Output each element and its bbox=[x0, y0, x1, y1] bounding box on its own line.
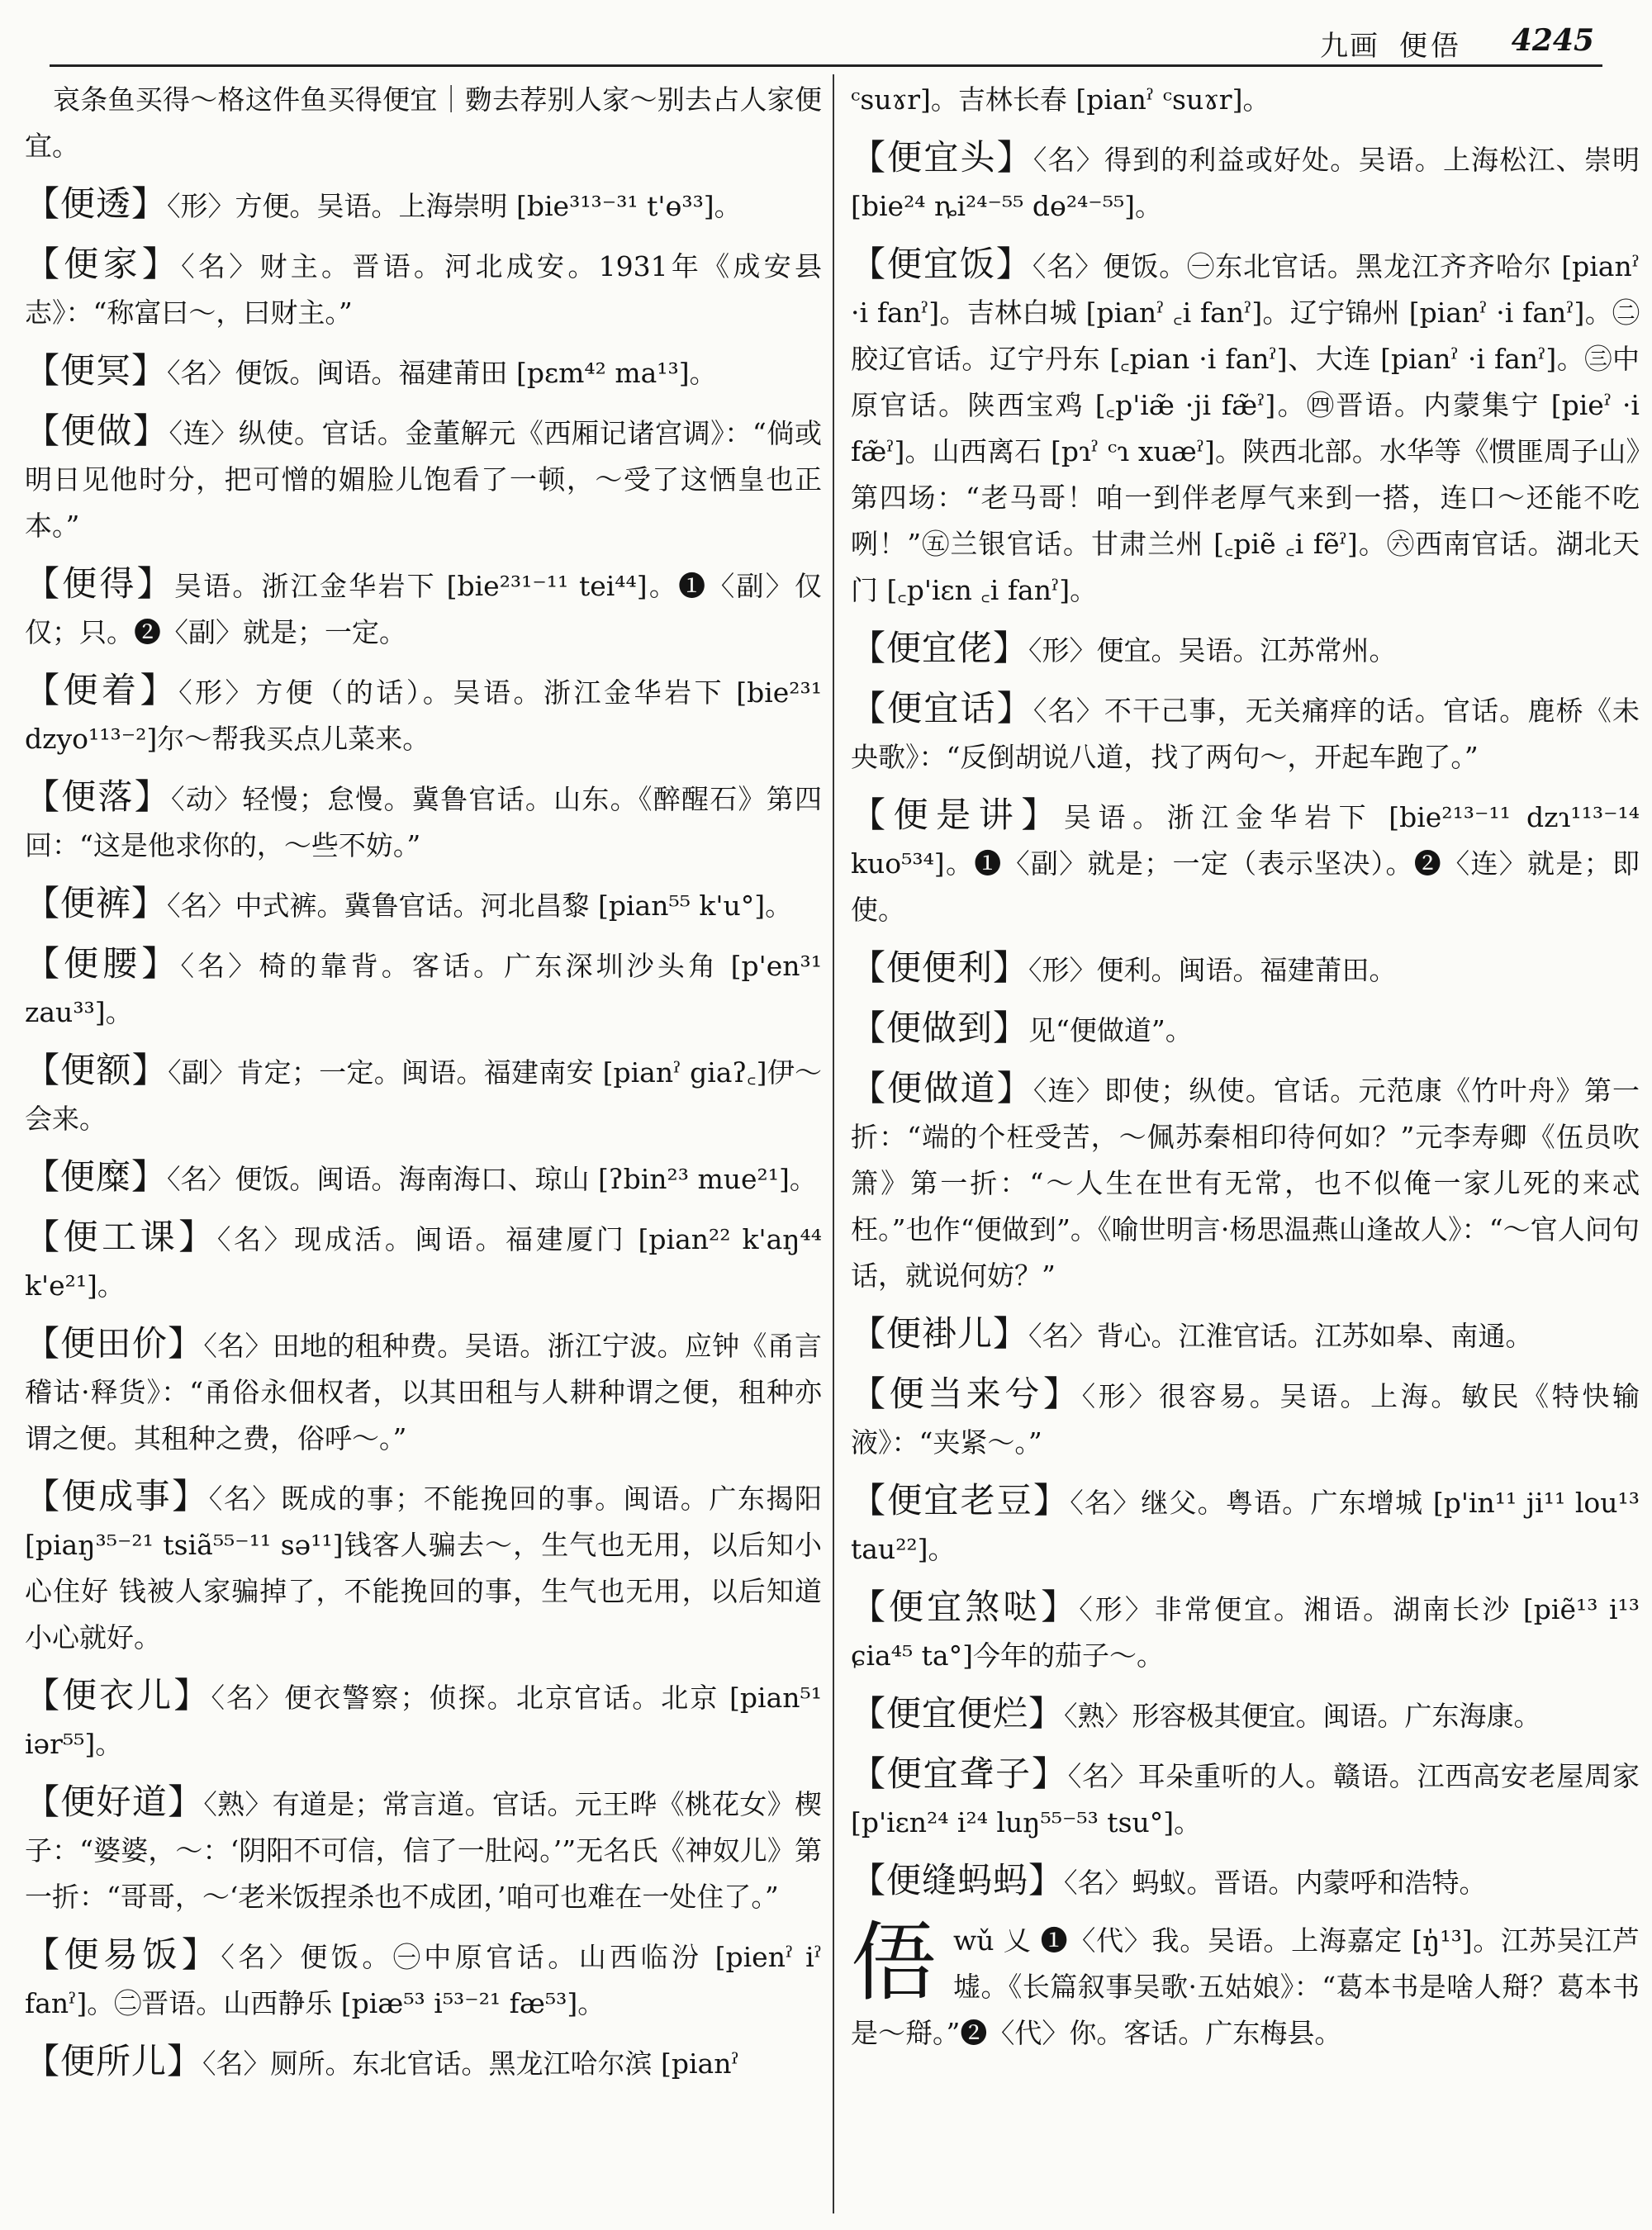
headword: 【便成事】 bbox=[25, 1476, 209, 1516]
definition: 〈形〉便利。闽语。福建莆田。 bbox=[1028, 954, 1397, 986]
definition: 〈名〉耳朵重听的人。赣语。江西高安老屋周家 [p'iɛn²⁴ i²⁴ luŋ⁵⁵⁻⁵³ tsu°]。 bbox=[851, 1760, 1640, 1839]
headword: 【便衣儿】 bbox=[25, 1675, 211, 1715]
headword: 【便宜佬】 bbox=[851, 628, 1029, 668]
definition: 〈名〉不干己事，无关痛痒的话。官话。鹿桥《未央歌》：“反倒胡说八道，找了两句～，开起车跑了。” bbox=[851, 695, 1640, 773]
definition: 〈名〉便衣警察；侦探。北京官话。北京 [pian⁵¹ iər⁵⁵]。 bbox=[25, 1682, 822, 1760]
headword: 【便宜话】 bbox=[851, 688, 1033, 728]
character-entry bbox=[851, 1912, 1640, 2057]
definition: 〈名〉背心。江淮官话。江苏如皋、南通。 bbox=[1028, 1320, 1533, 1352]
dictionary-entry bbox=[25, 1932, 822, 2027]
dictionary-entry bbox=[25, 1779, 822, 1920]
headword: 【便腰】 bbox=[25, 943, 181, 984]
headword: 【便褂儿】 bbox=[851, 1313, 1029, 1354]
headword: 【便宜便烂】 bbox=[851, 1693, 1065, 1734]
headword: 【便当来兮】 bbox=[851, 1374, 1082, 1414]
definition: 〈名〉便饭。闽语。海南海口、琼山 [ʔbin²³ mue²¹]。 bbox=[167, 1163, 817, 1195]
headword: 【便宜头】 bbox=[851, 137, 1033, 178]
headword: 【便做到】 bbox=[851, 1008, 1029, 1048]
dictionary-entry bbox=[851, 1751, 1640, 1846]
dictionary-entry bbox=[851, 1005, 1640, 1054]
headword: 【便做】 bbox=[25, 410, 169, 451]
dictionary-entry bbox=[851, 1311, 1640, 1359]
definition: 〈形〉便宜。吴语。江苏常州。 bbox=[1028, 634, 1397, 667]
definition: 〈形〉非常便宜。湘语。湖南长沙 [piẽ¹³ i¹³ ɕia⁴⁵ ta°]今年的茄子～。 bbox=[851, 1593, 1640, 1672]
dictionary-entry bbox=[25, 1154, 822, 1203]
dictionary-entry bbox=[851, 241, 1640, 614]
definition: 〈名〉现成活。闽语。福建厦门 [pian²² k'aŋ⁴⁴ k'e²¹]。 bbox=[25, 1223, 822, 1302]
definition: wǔ 乂 ❶〈代〉我。吴语。上海嘉定 [ŋ̍¹³]。江苏吴江芦墟。《长篇叙事吴歌·五姑娘》：“葛本书是啥人搿？葛本书是～搿。”❷〈代〉你。客话。广东梅县。 bbox=[851, 1924, 1640, 2049]
dictionary-entry bbox=[851, 945, 1640, 994]
headword: 【便缝蚂蚂】 bbox=[851, 1860, 1065, 1900]
dictionary-entry bbox=[25, 2038, 822, 2087]
dictionary-entry bbox=[25, 241, 822, 336]
dictionary-entry bbox=[25, 1473, 822, 1661]
character-headword: 俉 bbox=[851, 1912, 938, 2013]
dictionary-entry bbox=[25, 1047, 822, 1142]
column-divider bbox=[833, 74, 834, 2213]
definition: 〈名〉便饭。㊀中原官话。山西临汾 [pienˀ iˀ fanˀ]。㊁晋语。山西静乐 [piæ⁵³ i⁵³⁻²¹ fæ⁵³]。 bbox=[25, 1941, 822, 2019]
definition: 〈熟〉有道是；常言道。官话。元王晔《桃花女》楔子：“婆婆，～：‘阴阳不可信，信了一肚闷。’”无名氏《神奴儿》第一折：“哥哥，～‘老米饭捏杀也不成团，’咱可也难在一处住了。” bbox=[25, 1788, 822, 1913]
headword: 【便做道】 bbox=[851, 1068, 1033, 1108]
dictionary-entry bbox=[851, 74, 1640, 123]
definition: 吴语。浙江金华岩下 [bie²¹³⁻¹¹ dzɿ¹¹³⁻¹⁴ kuo⁵³⁴]。❶〈副〉就是；一定（表示坚决）。❷〈连〉就是；即使。 bbox=[851, 801, 1640, 926]
dictionary-entry bbox=[25, 181, 822, 230]
headword: 【便宜老豆】 bbox=[851, 1480, 1070, 1521]
guide-words: 便俉 bbox=[1399, 30, 1462, 63]
dictionary-entry bbox=[25, 667, 822, 762]
headword: 【便是讲】 bbox=[851, 795, 1064, 835]
dictionary-entry bbox=[25, 1672, 822, 1767]
headword: 【便冥】 bbox=[25, 350, 168, 391]
definition: 〈连〉即使；纵使。官话。元范康《竹叶舟》第一折：“端的个枉受苦，～佩苏秦相印待何如？”元李寿卿《伍员吹箫》第一折：“～人生在世有无常，也不似俺一家儿死的来忒枉。”也作“便做到”。《喻世明言·杨思温燕山逢故人》：“～官人问句话，就说何妨？” bbox=[851, 1075, 1640, 1292]
definition: 〈名〉得到的利益或好处。吴语。上海松江、崇明 [bie²⁴ ȵi²⁴⁻⁵⁵ dɵ²⁴⁻⁵⁵]。 bbox=[851, 144, 1640, 222]
section-label: 九画 bbox=[1320, 30, 1379, 63]
definition: 〈名〉蚂蚁。晋语。内蒙呼和浩特。 bbox=[1064, 1867, 1487, 1899]
definition: 〈形〉方便（的话）。吴语。浙江金华岩下 [bie²³¹ dzyo¹¹³⁻²]尔～帮我买点儿菜来。 bbox=[25, 676, 822, 755]
definition: 见“便做道”。 bbox=[1028, 1014, 1193, 1046]
headword: 【便便利】 bbox=[851, 947, 1029, 988]
headword: 【便糜】 bbox=[25, 1156, 168, 1197]
headword: 【便宜聋子】 bbox=[851, 1753, 1068, 1794]
dictionary-entry bbox=[851, 1371, 1640, 1466]
headword: 【便裤】 bbox=[25, 883, 168, 923]
dictionary-entry bbox=[25, 408, 822, 549]
dictionary-entry bbox=[25, 1321, 822, 1462]
definition: 〈名〉椅的靠背。客话。广东深圳沙头角 [p'en³¹ zau³³]。 bbox=[25, 950, 822, 1028]
dictionary-entry bbox=[25, 941, 822, 1036]
definition: 〈名〉便饭。闽语。福建莆田 [pɛm⁴² ma¹³]。 bbox=[167, 357, 717, 389]
dictionary-entry bbox=[25, 74, 822, 169]
headword: 【便所儿】 bbox=[25, 2041, 203, 2081]
definition: 〈名〉财主。晋语。河北成安。1931年《成安县志》：“称富曰～，曰财主。” bbox=[25, 250, 822, 329]
dictionary-entry bbox=[851, 1584, 1640, 1679]
headword: 【便家】 bbox=[25, 244, 182, 284]
definition: 吴语。浙江金华岩下 [bie²³¹⁻¹¹ tei⁴⁴]。❶〈副〉仅仅；只。❷〈副〉就是；一定。 bbox=[25, 570, 822, 648]
right-column bbox=[851, 74, 1640, 2222]
page-number: 4245 bbox=[1511, 23, 1594, 58]
headword: 【便透】 bbox=[25, 183, 168, 224]
definition: ᶜsuɤr]。吉林长春 [pianˀ ᶜsuɤr]。 bbox=[851, 83, 1270, 116]
headword: 【便宜饭】 bbox=[851, 244, 1032, 284]
dictionary-entry bbox=[851, 1858, 1640, 1906]
headword: 【便易饭】 bbox=[25, 1934, 221, 1975]
definition: 〈名〉田地的租种费。吴语。浙江宁波。应钟《甬言稽诂·释货》：“甬俗永佃权者，以其田租与人耕种谓之便，租种亦谓之便。其租种之费，俗呼～。” bbox=[25, 1330, 822, 1454]
definition: 〈动〉轻慢；怠慢。冀鲁官话。山东。《醉醒石》第四回：“这是他求你的，～些不妨。” bbox=[25, 783, 822, 861]
headword: 【便着】 bbox=[25, 670, 179, 710]
definition: 〈形〉方便。吴语。上海崇明 [bie³¹³⁻³¹ t'ɵ³³]。 bbox=[167, 190, 742, 222]
definition: 〈形〉很容易。吴语。上海。敏民《特快输液》：“夹紧～。” bbox=[851, 1380, 1640, 1459]
definition: 〈名〉便饭。㊀东北官话。黑龙江齐齐哈尔 [pianˀ ·i fanˀ]。吉林白城 [pianˀ ꜀i fanˀ]。辽宁锦州 [pianˀ ·i fanˀ]。㊁胶辽官话。辽宁丹东 [꜀pian ·i fanˀ]、大连 [pianˀ ·i fanˀ]。㊂中原官话。陕西宝鸡 [꜀p'iæ̃ ·ji fæ̃ˀ]。㊃晋语。内蒙集宁 [pieˀ ·i fæ̃ˀ]。山西离石 [pɿˀ ᶜɿ xuæˀ]。陕西北部。水华等《惯匪周子山》第四场：“老马哥！咱一到伴老厚气来到一搭，连口～还能不吃咧！”㊄兰银官话。甘肃兰州 [꜀piẽ ꜀i fẽˀ]。㊅西南官话。湖北天门 [꜀p'iɛn ꜀i fanˀ]。 bbox=[851, 250, 1640, 606]
definition: 〈名〉继父。粤语。广东增城 [p'in¹¹ ji¹¹ lou¹³ tau²²]。 bbox=[851, 1487, 1640, 1565]
left-column bbox=[25, 74, 822, 2222]
dictionary-entry bbox=[851, 1478, 1640, 1573]
definition: 〈名〉中式裤。冀鲁官话。河北昌黎 [pian⁵⁵ k'u°]。 bbox=[167, 890, 793, 922]
headword: 【便额】 bbox=[25, 1050, 169, 1090]
dictionary-entry bbox=[25, 880, 822, 929]
dictionary-entry bbox=[25, 774, 822, 869]
definition: 〈副〉肯定；一定。闽语。福建南安 [pianˀ giaʔ꜀]伊～会来。 bbox=[25, 1056, 822, 1135]
headword: 【便好道】 bbox=[25, 1782, 204, 1822]
definition: 〈名〉既成的事；不能挽回的事。闽语。广东揭阳 [piaŋ³⁵⁻²¹ tsiã⁵⁵⁻¹¹ sə¹¹]钱客人骗去～，生气也无用，以后知小心住好 钱被人家骗掉了，不能挽回的事，生气也无用，以后知道小心就好。 bbox=[25, 1483, 822, 1654]
dictionary-entry bbox=[851, 625, 1640, 674]
definition: 〈连〉纵使。官话。金董解元《西厢记诸宫调》：“倘或明日见他时分，把可憎的媚脸儿饱看了一顿，～受了这恓皇也正本。” bbox=[25, 417, 822, 542]
definition: 〈熟〉形容极其便宜。闽语。广东海康。 bbox=[1064, 1700, 1541, 1732]
dictionary-entry bbox=[25, 561, 822, 656]
dictionary-entry bbox=[851, 686, 1640, 780]
dictionary-entry bbox=[851, 1065, 1640, 1299]
headword: 【便工课】 bbox=[25, 1217, 217, 1257]
headword: 【便得】 bbox=[25, 563, 174, 604]
headword: 【便落】 bbox=[25, 776, 172, 817]
definition: 哀条鱼买得～格这件鱼买得便宜｜覅去荐别人家～别去占人家便宜。 bbox=[25, 83, 822, 162]
dictionary-entry bbox=[851, 135, 1640, 230]
page-header bbox=[50, 15, 1602, 67]
dictionary-entry bbox=[851, 1691, 1640, 1739]
headword: 【便宜煞哒】 bbox=[851, 1587, 1080, 1627]
dictionary-entry bbox=[25, 348, 822, 396]
dictionary-entry bbox=[25, 1214, 822, 1309]
dictionary-entry bbox=[851, 792, 1640, 933]
definition: 〈名〉厕所。东北官话。黑龙江哈尔滨 [pianˀ bbox=[202, 2047, 739, 2080]
headword: 【便田价】 bbox=[25, 1323, 204, 1364]
